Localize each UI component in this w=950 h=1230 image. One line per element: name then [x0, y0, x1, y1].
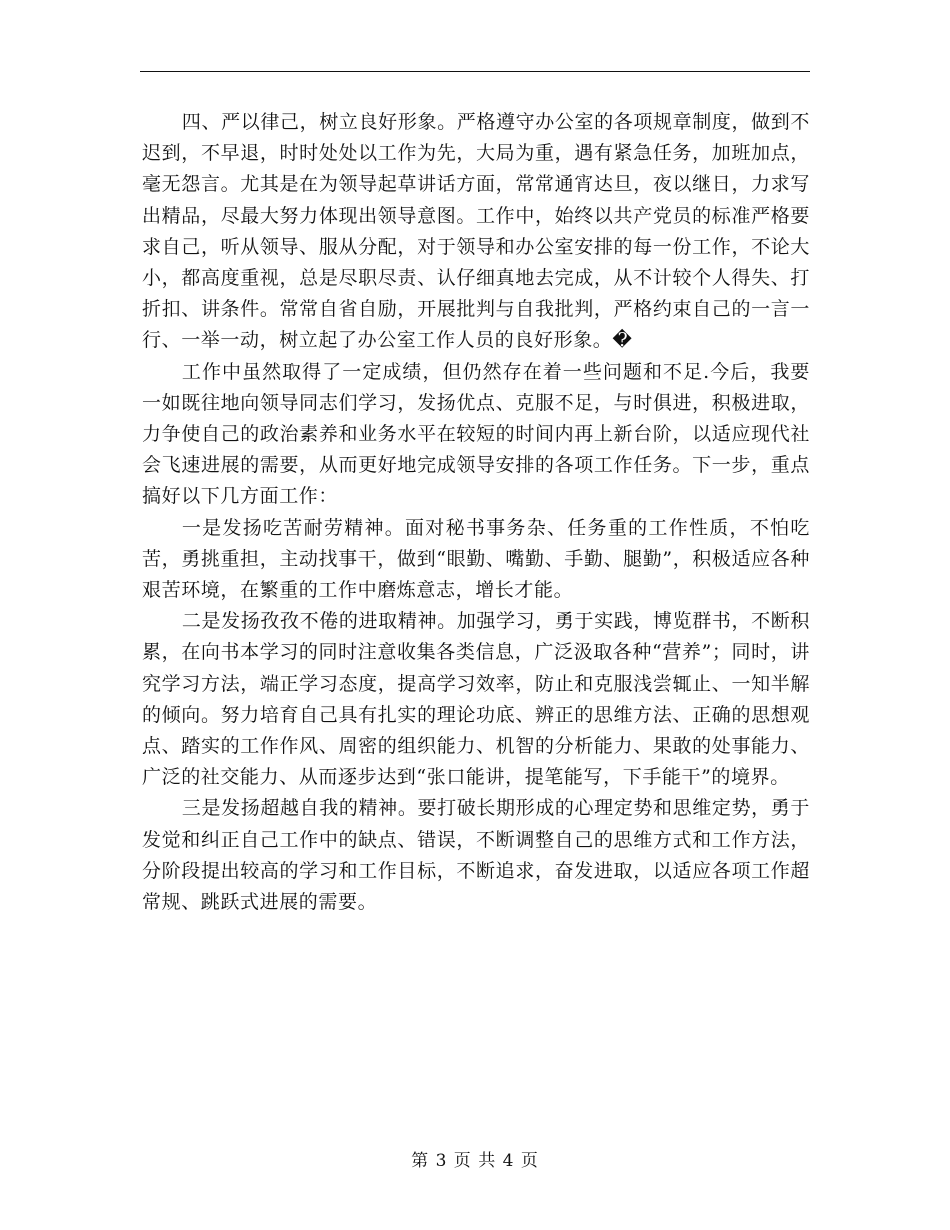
page-number-footer: 第 3 页 共 4 页	[411, 1151, 539, 1171]
paragraph: 四、严以律己，树立良好形象。严格遵守办公室的各项规章制度，做到不迟到，不早退，时时处处以工作为先，大局为重，遇有紧急任务，加班加点，毫无怨言。尤其是在为领导起草讲话方面，常常通宵达旦，夜以继日，力求写出精品，尽最大努力体现出领导意图。工作中，始终以共产党员的标准严格要求自己，听从领导、服从分配，对于领导和办公室安排的每一份工作，不论大小，都高度重视，总是尽职尽责、认仔细真地去完成，从不计较个人得失、打折扣、讲条件。常常自省自励，开展批判与自我批判，严格约束自己的一言一行、一举一动，树立起了办公室工作人员的良好形象。�	[142, 111, 810, 352]
paragraph: 工作中虽然取得了一定成绩，但仍然存在着一些问题和不足.今后，我要一如既往地向领导同志们学习，发扬优点、克服不足，与时俱进，积极进取，力争使自己的政治素养和业务水平在较短的时间内再上新台阶，以适应现代社会飞速进展的需要，从而更好地完成领导安排的各项工作任务。下一步，重点搞好以下几方面工作：	[142, 360, 810, 508]
paragraph: 三是发扬超越自我的精神。要打破长期形成的心理定势和思维定势，勇于发觉和纠正自己工作中的缺点、错误，不断调整自己的思维方式和工作方法，分阶段提出较高的学习和工作目标，不断追求，奋发进取，以适应各项工作超常规、跳跃式进展的需要。	[142, 797, 810, 914]
body-text	[142, 107, 810, 918]
paragraph: 二是发扬孜孜不倦的进取精神。加强学习，勇于实践，博览群书，不断积累，在向书本学习的同时注意收集各类信息，广泛汲取各种“营养”；同时，讲究学习方法，端正学习态度，提高学习效率，防止和克服浅尝辄止、一知半解的倾向。努力培育自己具有扎实的理论功底、辨正的思维方法、正确的思想观点、踏实的工作作风、周密的组织能力、机智的分析能力、果敢的处事能力、广泛的社交能力、从而逐步达到“张口能讲，提笔能写，下手能干”的境界。	[142, 610, 810, 789]
paragraph: 一是发扬吃苦耐劳精神。面对秘书事务杂、任务重的工作性质，不怕吃苦，勇挑重担，主动找事干，做到“眼勤、嘴勤、手勤、腿勤”，积极适应各种艰苦环境，在繁重的工作中磨炼意志，增长才能。	[142, 516, 810, 602]
header-rule	[140, 71, 810, 72]
